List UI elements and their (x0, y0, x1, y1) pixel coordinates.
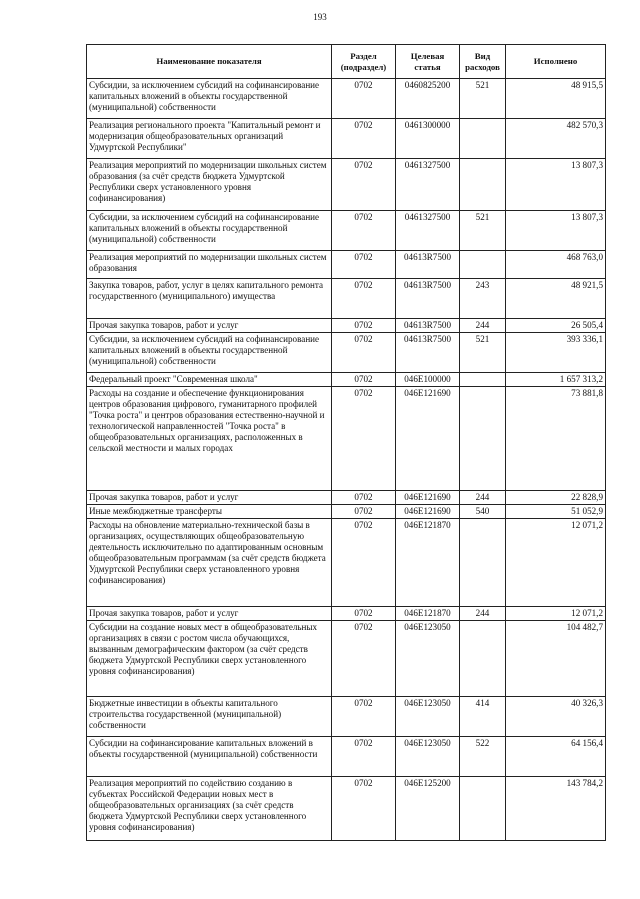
header-section: Раздел (подраздел) (332, 45, 396, 79)
table-row (87, 697, 606, 737)
row-target: 0461327500 (396, 211, 460, 251)
row-section: 0702 (332, 505, 396, 519)
row-section: 0702 (332, 519, 396, 607)
row-amount: 104 482,7 (506, 621, 606, 697)
table-row (87, 621, 606, 697)
row-name: Субсидии, за исключением субсидий на софинансирование капитальных вложений в объекты государственной (муниципальной) собственности (87, 333, 332, 373)
row-type: 414 (460, 697, 506, 737)
table-row (87, 607, 606, 621)
row-target: 046E121690 (396, 505, 460, 519)
table-row (87, 159, 606, 211)
row-type (460, 159, 506, 211)
row-target: 0460825200 (396, 79, 460, 119)
row-target: 04613R7500 (396, 333, 460, 373)
table-row (87, 279, 606, 319)
row-amount: 73 881,8 (506, 387, 606, 491)
row-amount: 40 326,3 (506, 697, 606, 737)
row-target: 046E123050 (396, 737, 460, 777)
table-row (87, 333, 606, 373)
row-amount: 482 570,3 (506, 119, 606, 159)
row-amount: 48 915,5 (506, 79, 606, 119)
row-type (460, 777, 506, 841)
row-target: 04613R7500 (396, 319, 460, 333)
table-row (87, 79, 606, 119)
row-name: Субсидии на софинансирование капитальных вложений в объекты государственной (муниципальной) собственности (87, 737, 332, 777)
row-target: 046E121690 (396, 491, 460, 505)
table-row (87, 505, 606, 519)
row-target: 046E121870 (396, 519, 460, 607)
row-section: 0702 (332, 79, 396, 119)
row-name: Иные межбюджетные трансферты (87, 505, 332, 519)
row-type: 521 (460, 211, 506, 251)
row-name: Субсидии, за исключением субсидий на софинансирование капитальных вложений в объекты государственной (муниципальной) собственности (87, 211, 332, 251)
table-row (87, 737, 606, 777)
row-amount: 64 156,4 (506, 737, 606, 777)
table-row (87, 373, 606, 387)
row-type: 244 (460, 607, 506, 621)
row-section: 0702 (332, 621, 396, 697)
row-type: 243 (460, 279, 506, 319)
row-type (460, 119, 506, 159)
row-target: 046E121870 (396, 607, 460, 621)
row-name: Субсидии, за исключением субсидий на софинансирование капитальных вложений в объекты государственной (муниципальной) собственности (87, 79, 332, 119)
row-name: Прочая закупка товаров, работ и услуг (87, 607, 332, 621)
header-type: Вид расходов (460, 45, 506, 79)
row-target: 046E125200 (396, 777, 460, 841)
table-row (87, 777, 606, 841)
row-name: Закупка товаров, работ, услуг в целях капитального ремонта государственного (муниципального) имущества (87, 279, 332, 319)
row-amount: 12 071,2 (506, 607, 606, 621)
budget-table (86, 44, 606, 841)
table-row (87, 491, 606, 505)
row-name: Реализация мероприятий по модернизации школьных систем образования (87, 251, 332, 279)
header-target: Целевая статья (396, 45, 460, 79)
row-name: Реализация мероприятий по содействию созданию в субъектах Российской Федерации новых мест в общеобразовательных организациях (за счёт средств бюджета Удмуртской Республики сверх установленного уровня софинансирования) (87, 777, 332, 841)
row-name: Прочая закупка товаров, работ и услуг (87, 491, 332, 505)
table-row (87, 211, 606, 251)
row-amount: 13 807,3 (506, 159, 606, 211)
row-name: Субсидии на создание новых мест в общеобразовательных организациях в связи с ростом числа обучающихся, вызванным демографическим фактором (за счёт средств бюджета Удмуртской Республики сверх установленного уровня софинансирования) (87, 621, 332, 697)
row-target: 046E123050 (396, 697, 460, 737)
row-amount: 393 336,1 (506, 333, 606, 373)
row-type: 521 (460, 333, 506, 373)
row-section: 0702 (332, 491, 396, 505)
row-section: 0702 (332, 319, 396, 333)
header-name: Наименование показателя (87, 45, 332, 79)
row-type: 540 (460, 505, 506, 519)
row-name: Реализация мероприятий по модернизации школьных систем образования (за счёт средств бюджета Удмуртской Республики сверх установленного уровня софинансирования) (87, 159, 332, 211)
row-target: 04613R7500 (396, 279, 460, 319)
row-section: 0702 (332, 607, 396, 621)
row-type (460, 621, 506, 697)
row-amount: 26 505,4 (506, 319, 606, 333)
row-name: Бюджетные инвестиции в объекты капитального строительства государственной (муниципальной) собственности (87, 697, 332, 737)
row-type (460, 519, 506, 607)
row-section: 0702 (332, 333, 396, 373)
table-row (87, 119, 606, 159)
row-amount: 468 763,0 (506, 251, 606, 279)
table-row (87, 519, 606, 607)
row-target: 046E121690 (396, 387, 460, 491)
row-section: 0702 (332, 737, 396, 777)
row-section: 0702 (332, 387, 396, 491)
row-type (460, 373, 506, 387)
row-section: 0702 (332, 697, 396, 737)
table-header-row (87, 45, 606, 79)
header-executed: Исполнено (506, 45, 606, 79)
row-name: Расходы на создание и обеспечение функционирования центров образования цифрового, гуманитарного профилей "Точка роста" и центров образования естественно-научной и технологической направленностей "Точка роста" в общеобразовательных организациях, расположенных в сельской местности и малых городах (87, 387, 332, 491)
row-section: 0702 (332, 119, 396, 159)
row-amount: 12 071,2 (506, 519, 606, 607)
row-target: 0461300000 (396, 119, 460, 159)
row-section: 0702 (332, 211, 396, 251)
row-type (460, 251, 506, 279)
row-amount: 13 807,3 (506, 211, 606, 251)
row-amount: 1 657 313,2 (506, 373, 606, 387)
row-type (460, 387, 506, 491)
row-section: 0702 (332, 251, 396, 279)
row-name: Реализация регионального проекта "Капитальный ремонт и модернизация общеобразовательных организаций Удмуртской Республики" (87, 119, 332, 159)
table-row (87, 319, 606, 333)
row-target: 04613R7500 (396, 251, 460, 279)
row-target: 046E100000 (396, 373, 460, 387)
row-name: Расходы на обновление материально-технической базы в организациях, осуществляющих общеобразовательную деятельность исключительно по адаптированным основным общеобразовательным программам (за счёт средств бюджета Удмуртской Республики сверх установленного уровня софинансирования) (87, 519, 332, 607)
row-section: 0702 (332, 777, 396, 841)
row-target: 0461327500 (396, 159, 460, 211)
row-type: 521 (460, 79, 506, 119)
row-section: 0702 (332, 159, 396, 211)
row-amount: 143 784,2 (506, 777, 606, 841)
row-target: 046E123050 (396, 621, 460, 697)
row-type: 522 (460, 737, 506, 777)
row-section: 0702 (332, 279, 396, 319)
row-name: Прочая закупка товаров, работ и услуг (87, 319, 332, 333)
table-row (87, 387, 606, 491)
row-amount: 51 052,9 (506, 505, 606, 519)
table-row (87, 251, 606, 279)
row-type: 244 (460, 319, 506, 333)
page-number: 193 (313, 12, 327, 22)
row-section: 0702 (332, 373, 396, 387)
row-amount: 22 828,9 (506, 491, 606, 505)
row-type: 244 (460, 491, 506, 505)
row-name: Федеральный проект "Современная школа" (87, 373, 332, 387)
row-amount: 48 921,5 (506, 279, 606, 319)
